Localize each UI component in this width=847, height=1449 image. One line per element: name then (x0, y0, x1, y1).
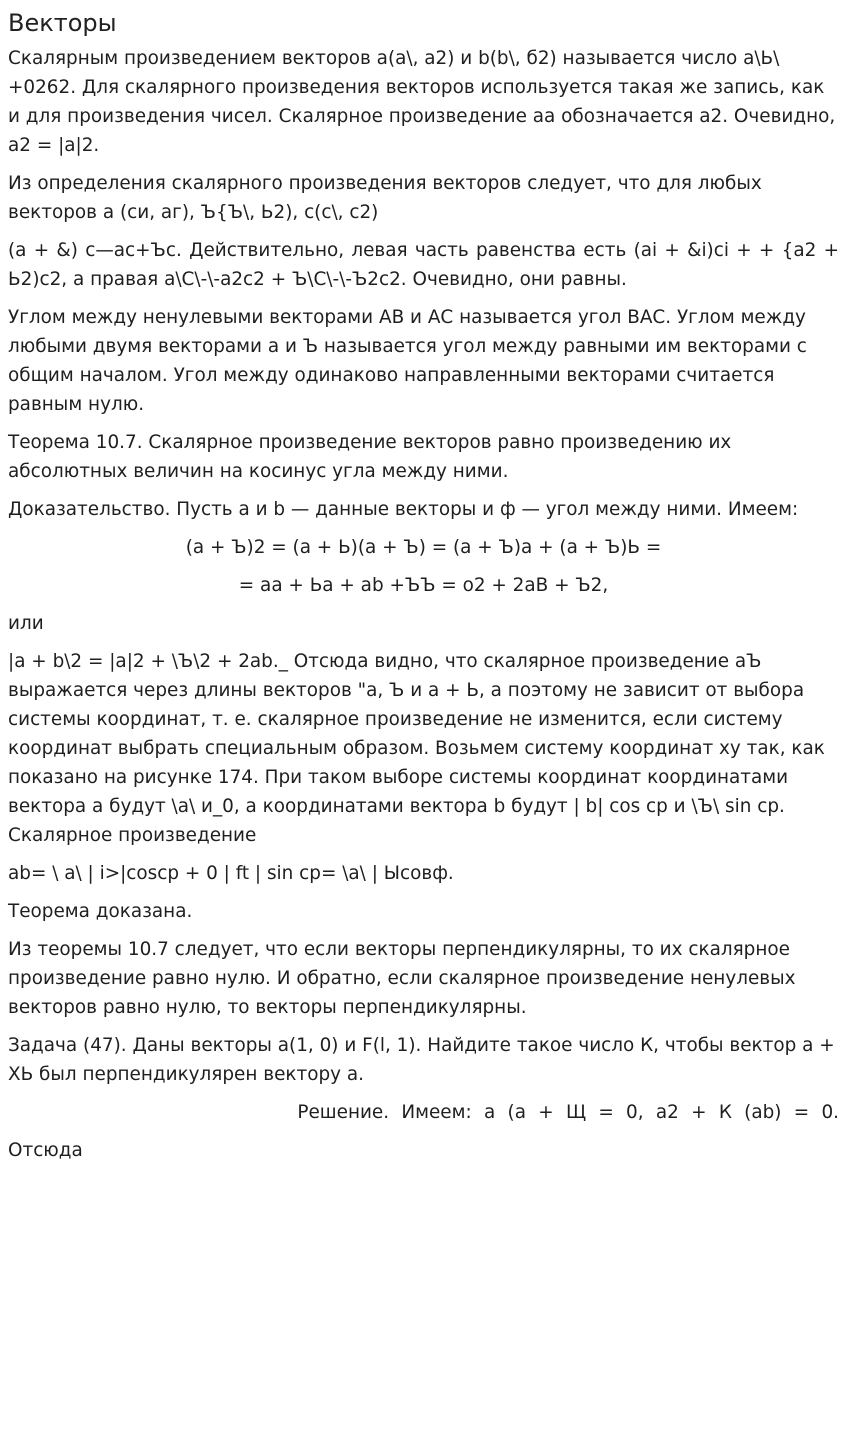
paragraph-or: или (8, 613, 44, 634)
paragraph-proof-intro: Доказательство. Пусть а и b — данные векторы и ф — угол между ними. Имеем: (8, 499, 799, 520)
paragraph-proof-body: |а + b\2 = |а|2 + \Ъ\2 + 2аb._ Отсюда видно, что скалярное произведение аЪ выражается через длины векторов "а, Ъ и а + Ь, а поэтому не зависит от выбора системы координат, т. е. скалярное произведение не изменится, если систему координат выбрать специальным образом. Возьмем систему координат ху так, как показано на рисунке 174. При таком выборе системы координат координатами вектора а будут \а\ и_0, а координатами вектора b будут | b| cos ср и \Ъ\ sin ср. Скалярное произведение (8, 651, 825, 846)
formula-scalar-product-result: ab= \ а\ | i>|cosср + 0 | ft | sin ср= \а\ | Ысовф. (8, 863, 454, 884)
paragraph-theorem-statement: Теорема 10.7. Скалярное произведение векторов равно произведению их абсолютных величин на косинус угла между ними. (8, 432, 732, 482)
paragraph-solution: Решение. Имеем: а (а + Щ = 0, а2 + К (аb) = 0. (297, 1102, 839, 1123)
paragraph-distributive-law: (а + &) с—ас+Ъс. Действительно, левая часть равенства есть (ai + &i)ci + + {а2 + Ь2)с2, а правая а\С\-\-а2с2 + Ъ\С\-\-Ъ2с2. Очевидно, они равны. (8, 240, 839, 290)
paragraph-scalar-product-definition: Скалярным произведением векторов а(а\, а2) и b(b\, б2) называется число а\Ь\ +0262. Для скалярного произведения векторов используется такая же запись, как и для произведения чисел. Скалярное произведение аа обозначается а2. Очевидно, а2 = |а|2. (8, 48, 836, 156)
formula-line-1: (а + Ъ)2 = (а + Ь)(а + Ъ) = (а + Ъ)а + (а + Ъ)Ь = (185, 537, 662, 558)
paragraph-problem-statement: Задача (47). Даны векторы а(1, 0) и F(l, 1). Найдите такое число К, чтобы вектор а + ХЬ был перпендикулярен вектору а. (8, 1035, 835, 1085)
page-title: Векторы (8, 9, 117, 37)
paragraph-theorem-proved: Теорема доказана. (8, 901, 193, 922)
formula-line-2: = аа + Ьа + аb +ЪЪ = о2 + 2аВ + Ъ2, (238, 575, 609, 596)
paragraph-angle-definition: Углом между ненулевыми векторами АВ и АС называется угол ВАС. Углом между любыми двумя векторами а и Ъ называется угол между равными им векторами с общим началом. Угол между одинаково направленными векторами считается равным нулю. (8, 307, 807, 415)
paragraph-hence: Отсюда (8, 1140, 83, 1161)
paragraph-definition-consequence: Из определения скалярного произведения векторов следует, что для любых векторов а (си, аг), Ъ{Ъ\, Ь2), с(с\, с2) (8, 173, 762, 223)
paragraph-perpendicular-corollary: Из теоремы 10.7 следует, что если векторы перпендикулярны, то их скалярное произведение равно нулю. И обратно, если скалярное произведение ненулевых векторов равно нулю, то векторы перпендикулярны. (8, 939, 796, 1018)
